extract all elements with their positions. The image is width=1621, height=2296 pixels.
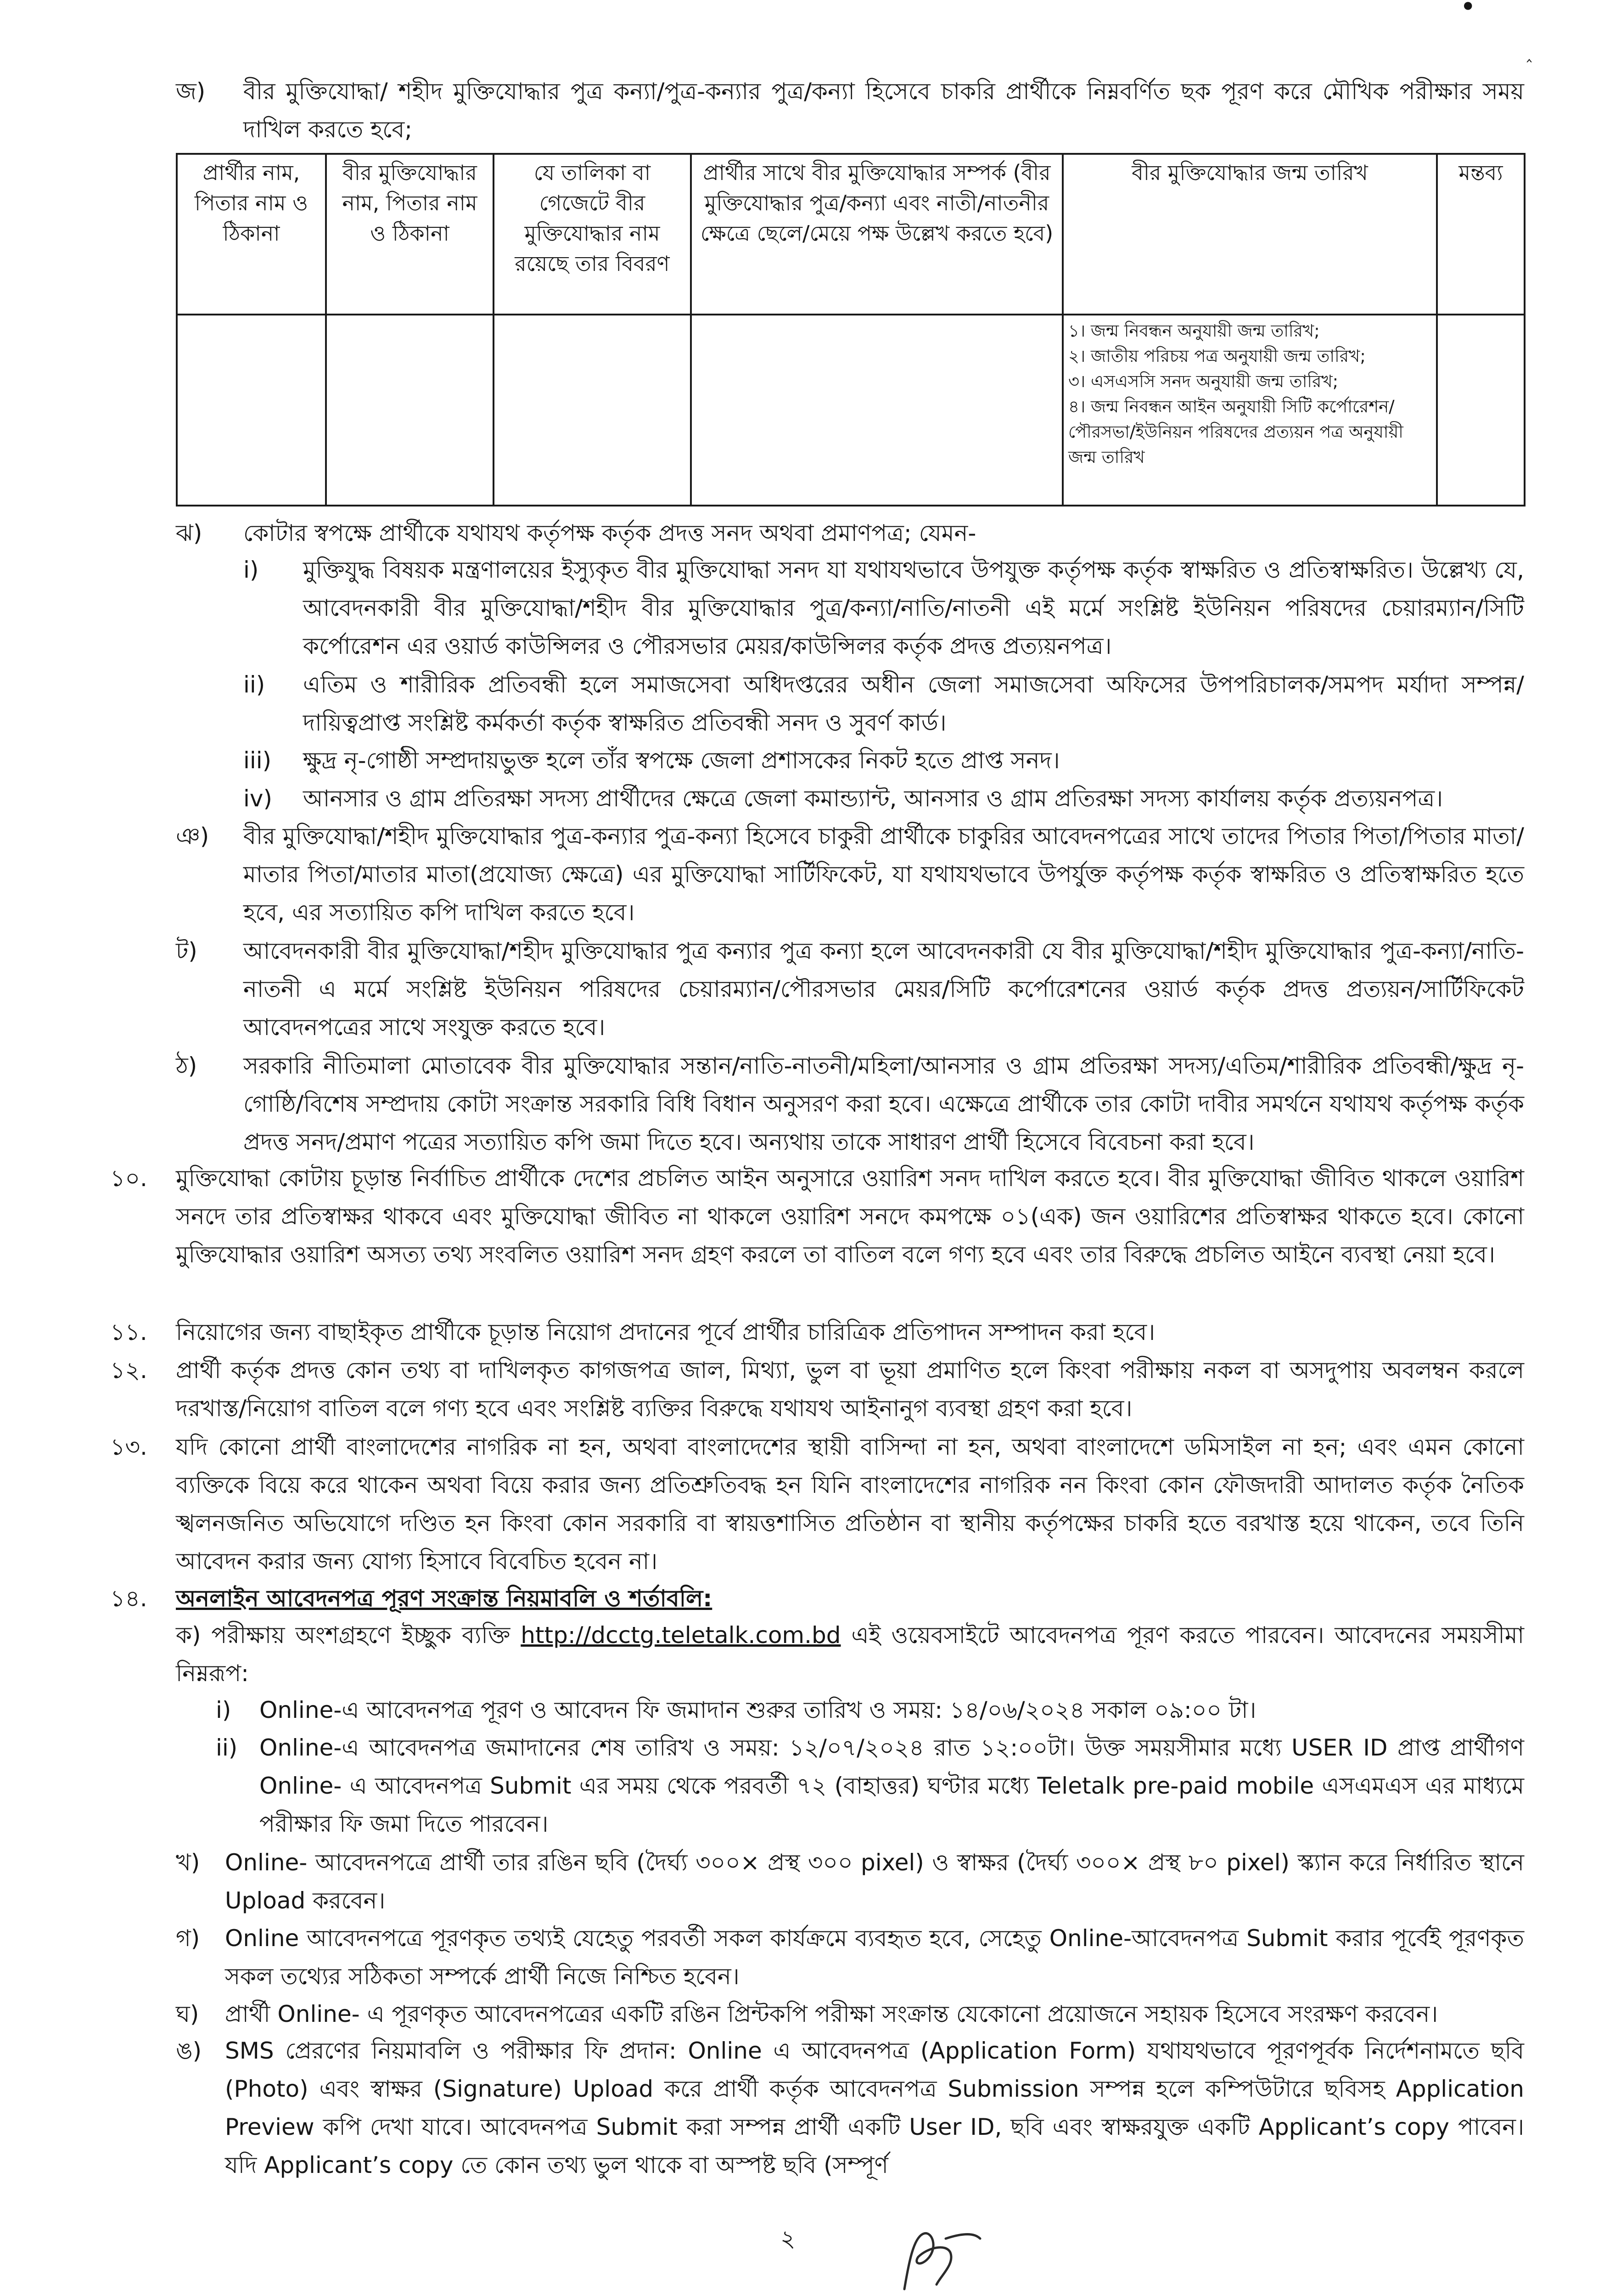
item-13-marker: ১৩. [110, 1434, 147, 1460]
item-14-kha-marker: খ) [176, 1849, 200, 1876]
item-12-text: প্রার্থী কর্তৃক প্রদত্ত কোন তথ্য বা দাখিলকৃত কাগজপত্র জাল, মিথ্যা, ভুল বা ভূয়া প্রমাণিত হলে কিংবা পরীক্ষায় নকল বা অসদুপায় অবলম্বন করলে দরখাস্ত/নিয়োগ বাতিল বলে গণ্য হবে এবং সংশ্লিষ্ট ব্যক্তির বিরুদ্ধে যথাযথ আইনানুগ ব্যবস্থা গ্রহণ করা হবে। [176, 1357, 1524, 1422]
item-14-kha-text: Online- আবেদনপত্রে প্রার্থী তার রঙিন ছবি (দৈর্ঘ্য ৩০০× প্রস্থ ৩০০ pixel) ও স্বাক্ষর (দৈর্ঘ্য ৩০০× প্রস্থ ৮০ pixel) স্ক্যান করে নির্ধারিত স্থানে Upload করবেন। [225, 1849, 1524, 1914]
table-cell-empty [494, 315, 691, 506]
item-14-gha-text: প্রার্থী Online- এ পূরণকৃত আবেদনপত্রের একটি রঙিন প্রিন্টকপি পরীক্ষা সংক্রান্ত যেকোনো প্রয়োজনে সহায়ক হিসেবে সংরক্ষণ করবেন। [225, 2001, 1438, 2027]
corner-mark: • [1460, 0, 1476, 23]
item-11-marker: ১১. [110, 1319, 147, 1345]
item-tha-marker: ঠ) [176, 1052, 197, 1079]
item-tha-text: সরকারি নীতিমালা মোতাবেক বীর মুক্তিযোদ্ধার সন্তান/নাতি-নাতনী/মহিলা/আনসার ও গ্রাম প্রতিরক্ষা সদস্য/এতিম/শারীরিক প্রতিবন্ধী/ক্ষুদ্র নৃ-গোষ্ঠি/বিশেষ সম্প্রদায় কোটা সংক্রান্ত সরকারি বিধি বিধান অনুসরণ করা হবে। এক্ষেত্রে প্রার্থীকে তার কোটা দাবীর সমর্থনে যথাযথ কর্তৃপক্ষ কর্তৃক প্রদত্ত সনদ/প্রমাণ পত্রের সত্যায়িত কপি জমা দিতে হবে। অন্যথায় তাকে সাধারণ প্রার্থী হিসেবে বিবেচনা করা হবে। [243, 1052, 1524, 1155]
corner-tick: ‸ [1526, 44, 1532, 62]
item-10-text: মুক্তিযোদ্ধা কোটায় চূড়ান্ত নির্বাচিত প্রার্থীকে দেশের প্রচলিত আইন অনুসারে ওয়ারিশ সনদ দাখিল করতে হবে। বীর মুক্তিযোদ্ধা জীবিত থাকলে ওয়ারিশ সনদে তার প্রতিস্বাক্ষর থাকবে এবং মুক্তিযোদ্ধা জীবিত না থাকলে ওয়ারিশ সনদে কমপক্ষে ০১(এক) জন ওয়ারিশের প্রতিস্বাক্ষর থাকতে হবে। কোনো মুক্তিযোদ্ধার ওয়ারিশ অসত্য তথ্য সংবলিত ওয়ারিশ সনদ গ্রহণ করলে তা বাতিল বলে গণ্য হবে এবং তার বিরুদ্ধে প্রচলিত আইনে ব্যবস্থা নেয়া হবে। [176, 1165, 1524, 1268]
table-cell-empty [326, 315, 494, 506]
item-jho-i-text: মুক্তিযুদ্ধ বিষয়ক মন্ত্রণালয়ের ইস্যুকৃত বীর মুক্তিযোদ্ধা সনদ যা যথাযথভাবে উপযুক্ত কর্তৃপক্ষ কর্তৃক স্বাক্ষরিত ও প্রতিস্বাক্ষরিত। উল্লেখ্য যে, আবেদনকারী বীর মুক্তিযোদ্ধা/শহীদ বীর মুক্তিযোদ্ধার পুত্র/কন্যা/নাতি/নাতনী এই মর্মে সংশ্লিষ্ট ইউনিয়ন পরিষদের চেয়ারম্যান/সিটি কর্পোরেশন এর ওয়ার্ড কাউন্সিলর ও পৌরসভার মেয়র/কাউন্সিলর কর্তৃক প্রদত্ত প্রত্যয়নপত্র। [303, 557, 1524, 659]
item-14-ka-after: এই ওয়েবসাইটে আবেদনপত্র পূরণ করতে পারবেন। আবেদনের সময়সীমা নিম্নরূপ: [176, 1622, 1524, 1687]
table-header-applicant: প্রার্থীর নাম, পিতার নাম ও ঠিকানা [177, 154, 326, 315]
item-jho-text: কোটার স্বপক্ষে প্রার্থীকে যথাযথ কর্তৃপক্ষ কর্তৃক প্রদত্ত সনদ অথবা প্রমাণপত্র; যেমন- [243, 520, 976, 546]
item-14-ka-i-text: Online-এ আবেদনপত্র পূরণ ও আবেদন ফি জমাদান শুরুর তারিখ ও সময়: ১৪/০৬/২০২৪ সকাল ০৯:০০ টা। [259, 1697, 1256, 1723]
table-cell-dob-list [1063, 315, 1437, 506]
item-jho-ii-marker: ii) [243, 671, 265, 698]
item-10-marker: ১০. [110, 1165, 147, 1192]
table-header-gazette: যে তালিকা বা গেজেটে বীর মুক্তিযোদ্ধার নাম রয়েছে তার বিবরণ [494, 154, 691, 315]
table-header-freedom-fighter: বীর মুক্তিযোদ্ধার নাম, পিতার নাম ও ঠিকানা [326, 154, 494, 315]
item-ta-marker: ট) [176, 938, 197, 964]
item-14-ga-text: Online আবেদনপত্রে পূরণকৃত তথ্যই যেহেতু পরবর্তী সকল কার্যক্রমে ব্যবহৃত হবে, সেহেতু Online-আবেদনপত্র Submit করার পূর্বেই পূরণকৃত সকল তথ্যের সঠিকতা সম্পর্কে প্রার্থী নিজে নিশ্চিত হবেন। [225, 1925, 1524, 1990]
item-13-text: যদি কোনো প্রার্থী বাংলাদেশের নাগরিক না হন, অথবা বাংলাদেশের স্থায়ী বাসিন্দা না হন, অথবা বাংলাদেশে ডমিসাইল না হন; এবং এমন কোনো ব্যক্তিকে বিয়ে করে থাকেন অথবা বিয়ে করার জন্য প্রতিশ্রুতিবদ্ধ হন যিনি বাংলাদেশের নাগরিক নন কিংবা কোন ফৌজদারী আদালত কর্তৃক নৈতিক স্খলনজনিত অভিযোগে দণ্ডিত হন কিংবা কোন সরকারি বা স্বায়ত্তশাসিত প্রতিষ্ঠান বা স্থানীয় কর্তৃপক্ষের চাকরি হতে বরখাস্ত হয়ে থাকেন, তবে তিনি আবেদন করার জন্য যোগ্য হিসাবে বিবেচিত হবেন না। [176, 1434, 1524, 1575]
freedom-fighter-info-table [176, 153, 1526, 506]
table-cell-empty [691, 315, 1063, 506]
item-12-marker: ১২. [110, 1357, 147, 1384]
item-14-uma-text: SMS প্রেরণের নিয়মাবলি ও পরীক্ষার ফি প্রদান: Online এ আবেদনপত্র (Application Form) যথাযথভাবে পূরণপূর্বক নির্দেশনামতে ছবি (Photo) এবং স্বাক্ষর (Signature) Upload করে প্রার্থী কর্তৃক আবেদনপত্র Submission সম্পন্ন হলে কম্পিউটারে ছবিসহ Application Preview কপি দেখা যাবে। আবেদনপত্র Submit করা সম্পন্ন প্রার্থী একটি User ID, ছবি এবং স্বাক্ষরযুক্ত একটি Applicant’s copy পাবেন। যদি Applicant’s copy তে কোন তথ্য ভুল থাকে বা অস্পষ্ট ছবি (সম্পূর্ণ [225, 2037, 1524, 2178]
item-14-ka-marker: ক) [176, 1622, 201, 1649]
item-jho-ii-text: এতিম ও শারীরিক প্রতিবন্ধী হলে সমাজসেবা অধিদপ্তরের অধীন জেলা সমাজসেবা অফিসের উপপরিচালক/সমপদ মর্যাদা সম্পন্ন/ দায়িত্বপ্রাপ্ত সংশ্লিষ্ট কর্মকর্তা কর্তৃক স্বাক্ষরিত প্রতিবন্ধী সনদ ও সুবর্ণ কার্ড। [303, 671, 1524, 736]
handwritten-initial-signature [895, 2220, 987, 2296]
table-header-dob: বীর মুক্তিযোদ্ধার জন্ম তারিখ [1063, 154, 1437, 315]
list-item: ১। জন্ম নিবন্ধন অনুযায়ী জন্ম তারিখ; [1068, 321, 1320, 341]
dob-list [1068, 318, 1431, 470]
table-cell-empty [1437, 315, 1525, 506]
item-14-ka-i-marker: i) [216, 1697, 231, 1723]
item-14-heading: অনলাইন আবেদনপত্র পূরণ সংক্রান্ত নিয়মাবলি ও শর্তাবলি: [176, 1585, 712, 1612]
list-item: ৪। জন্ম নিবন্ধন আইন অনুযায়ী সিটি কর্পোরেশন/পৌরসভা/ইউনিয়ন পরিষদের প্রত্যয়ন পত্র অনুযায়ী জন্ম তারিখ [1068, 397, 1403, 467]
item-neo-text: বীর মুক্তিযোদ্ধা/শহীদ মুক্তিযোদ্ধার পুত্র-কন্যার পুত্র-কন্যা হিসেবে চাকুরী প্রার্থীকে চাকুরির আবেদনপত্রের সাথে তাদের পিতার পিতা/পিতার মাতা/মাতার পিতা/মাতার মাতা(প্রযোজ্য ক্ষেত্রে) এর মুক্তিযোদ্ধা সার্টিফিকেট, যা যথাযথভাবে উপর্যুক্ত কর্তৃপক্ষ কর্তৃক স্বাক্ষরিত ও প্রতিস্বাক্ষরিত হতে হবে, এর সত্যায়িত কপি দাখিল করতে হবে। [243, 823, 1524, 926]
item-14-ga-marker: গ) [176, 1925, 200, 1952]
table-cell-empty [177, 315, 326, 506]
item-ta-text: আবেদনকারী বীর মুক্তিযোদ্ধা/শহীদ মুক্তিযোদ্ধার পুত্র কন্যার পুত্র কন্যা হলে আবেদনকারী যে বীর মুক্তিযোদ্ধা/শহীদ মুক্তিযোদ্ধার পুত্র-কন্যা/নাতি-নাতনী এ মর্মে সংশ্লিষ্ট ইউনিয়ন পরিষদের চেয়ারম্যান/পৌরসভার মেয়র/সিটি কর্পোরেশনের ওয়ার্ড কর্তৃক প্রদত্ত প্রত্যয়ন/সার্টিফিকেট আবেদনপত্রের সাথে সংযুক্ত করতে হবে। [243, 938, 1524, 1041]
item-14-ka-before: পরীক্ষায় অংশগ্রহণে ইচ্ছুক ব্যক্তি [211, 1622, 510, 1649]
item-jho-i-marker: i) [243, 557, 259, 583]
item-jho-iii-marker: iii) [243, 747, 272, 774]
item-jho-iii-text: ক্ষুদ্র নৃ-গোষ্ঠী সম্প্রদায়ভুক্ত হলে তাঁর স্বপক্ষে জেলা প্রশাসকের নিকট হতে প্রাপ্ত সনদ। [303, 747, 1060, 774]
item-11-text: নিয়োগের জন্য বাছাইকৃত প্রার্থীকে চূড়ান্ত নিয়োগ প্রদানের পূর্বে প্রার্থীর চারিত্রিক প্রতিপাদন সম্পাদন করা হবে। [176, 1319, 1155, 1345]
list-item: ২। জাতীয় পরিচয় পত্র অনুযায়ী জন্ম তারিখ; [1068, 346, 1366, 366]
item-14-ka-ii-text: Online-এ আবেদনপত্র জমাদানের শেষ তারিখ ও সময়: ১২/০৭/২০২৪ রাত ১২:০০টা। উক্ত সময়সীমার মধ্যে USER ID প্রাপ্ত প্রার্থীগণ Online- এ আবেদনপত্র Submit এর সময় থেকে পরবর্তী ৭২ (বাহাত্তর) ঘণ্টার মধ্যে Teletalk pre-paid mobile এসএমএস এর মাধ্যমে পরীক্ষার ফি জমা দিতে পারবেন। [259, 1734, 1524, 1837]
item-jho-iv-text: আনসার ও গ্রাম প্রতিরক্ষা সদস্য প্রার্থীদের ক্ষেত্রে জেলা কমান্ড্যান্ট, আনসার ও গ্রাম প্রতিরক্ষা সদস্য কার্যালয় কর্তৃক প্রত্যয়নপত্র। [303, 785, 1443, 812]
table-header-remarks: মন্তব্য [1437, 154, 1525, 315]
page-number: ২ [780, 2225, 796, 2252]
item-14-marker: ১৪. [110, 1585, 147, 1612]
table-header-relation: প্রার্থীর সাথে বীর মুক্তিযোদ্ধার সম্পর্ক (বীর মুক্তিযোদ্ধার পুত্র/কন্যা এবং নাতী/নাতনীর ক্ষেত্রে ছেলে/মেয়ে পক্ষ উল্লেখ করতে হবে) [691, 154, 1063, 315]
item-14-uma-marker: ঙ) [176, 2037, 202, 2064]
item-jho-iv-marker: iv) [243, 785, 272, 812]
website-link[interactable]: http://dcctg.teletalk.com.bd [521, 1622, 841, 1649]
item-jho-marker: ঝ) [176, 520, 202, 546]
item-jha-marker: জ) [176, 78, 206, 105]
item-jha-text: বীর মুক্তিযোদ্ধা/ শহীদ মুক্তিযোদ্ধার পুত্র কন্যা/পুত্র-কন্যার পুত্র/কন্যা হিসেবে চাকরি প্রার্থীকে নিম্নবর্ণিত ছক পূরণ করে মৌখিক পরীক্ষার সময় দাখিল করতে হবে; [243, 78, 1524, 143]
item-14-ka [176, 1616, 1524, 1693]
list-item: ৩। এসএসসি সনদ অনুযায়ী জন্ম তারিখ; [1068, 371, 1339, 391]
item-14-ka-ii-marker: ii) [216, 1734, 238, 1761]
item-14-gha-marker: ঘ) [176, 2001, 199, 2027]
item-neo-marker: ঞ) [176, 823, 209, 850]
